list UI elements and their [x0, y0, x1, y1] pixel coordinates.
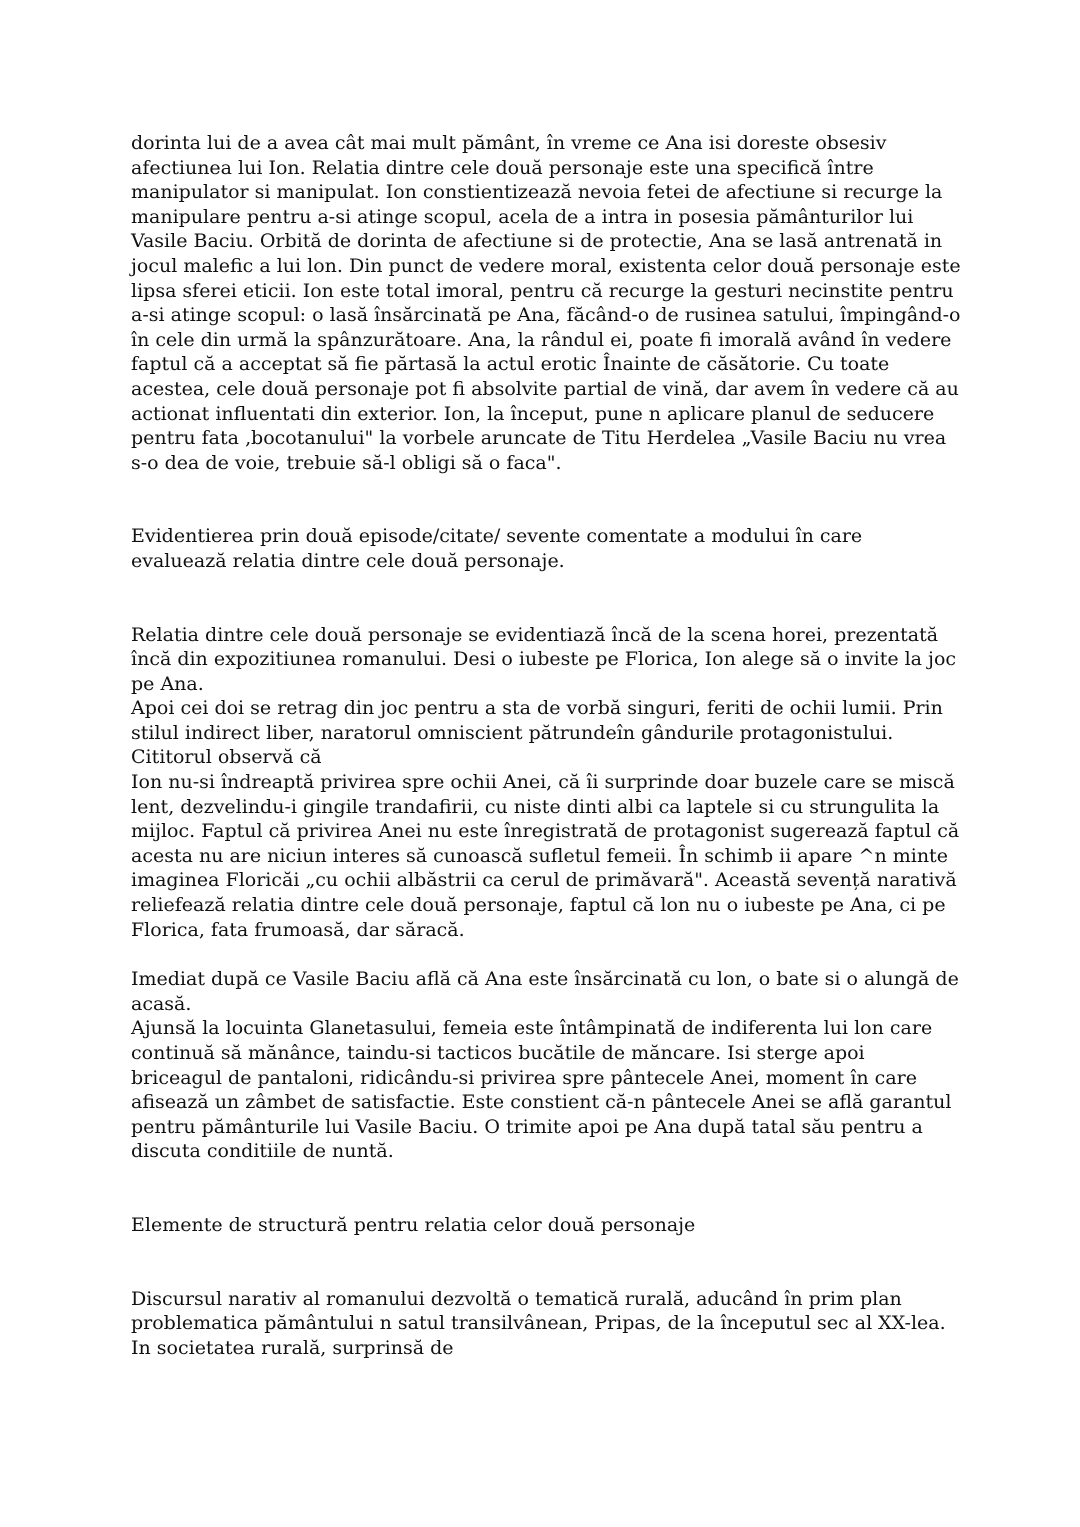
document-page	[131, 131, 961, 1360]
paragraph-line: Ajunsă la locuinta Glanetasului, femeia este întâmpinată de indiferenta lui lon care continuă să mănânce, taindu-si tacticos bucătile de măncare. Isi sterge apoi briceagul de pantaloni, ridicându-si privirea spre pântecele Anei, moment în care afisează un zâmbet de satisfactie. Este constient că-n pântecele Anei se află garantul pentru pământurile lui Vasile Baciu. O trimite apoi pe Ana după tatal său pentru a discuta conditiile de nuntă.	[131, 1017, 952, 1163]
section-heading-structure	[131, 1213, 961, 1238]
paragraph-line: Apoi cei doi se retrag din joc pentru a sta de vorbă singuri, feriti de ochii lumii. Prin stilul indirect liber, naratorul omniscient pătrundeîn gândurile protagonistului. Cititorul observă că	[131, 697, 943, 769]
heading-text: Evidentierea prin două episode/citate/ sevente comentate a modului în care evaluează relatia dintre cele două personaje.	[131, 525, 863, 572]
spacer	[131, 942, 961, 967]
spacer	[131, 1238, 961, 1287]
section-heading-episodes	[131, 524, 961, 573]
paragraph-moral-analysis	[131, 131, 961, 475]
heading-text: Elemente de structură pentru relatia celor două personaje	[131, 1213, 696, 1236]
paragraph-line: Relatia dintre cele două personaje se evidentiază încă de la scena horei, prezentată încă din expozitiunea romanului. Desi o iubeste pe Florica, Ion alege să o invite la joc pe Ana.	[131, 623, 957, 695]
spacer	[131, 574, 961, 623]
paragraph-text: Discursul narativ al romanului dezvoltă o tematică rurală, aducând în prim plan problematica pământului n satul transilvânean, Pripas, de la începutul sec al XX-lea. In societatea rurală, surprinsă de	[131, 1287, 946, 1359]
paragraph-narrative-discourse	[131, 1287, 961, 1361]
paragraph-line: Ion nu-si îndreaptă privirea spre ochii Anei, că îi surprinde doar buzele care se miscă lent, dezvelindu-i gingile trandafirii, cu niste dinti albi ca laptele si cu strungulita la mijloc. Faptul că privirea Anei nu este înregistrată de protagonist sugerează faptul că acesta nu are niciun interes să cunoască sufletul femeii. În schimb ii apare ^n minte imaginea Floricăi „cu ochii albăstrii ca cerul de primăvară". Această sevență narativă reliefează relatia dintre cele două personaje, faptul că lon nu o iubeste pe Ana, ci pe Florica, fata frumoasă, dar săracă.	[131, 771, 960, 941]
spacer	[131, 1164, 961, 1213]
paragraph-hora-scene	[131, 623, 961, 943]
paragraph-text: dorinta lui de a avea cât mai mult pământ, în vreme ce Ana isi doreste obsesiv afectiunea lui Ion. Relatia dintre cele două personaje este una specifică între manipulator si manipulat. Ion constientizează nevoia fetei de afectiune si recurge la manipulare pentru a-si atinge scopul, acela de a intra in posesia pământurilor lui Vasile Baciu. Orbită de dorinta de afectiune si de protectie, Ana se lasă antrenată in jocul malefic a lui lon. Din punct de vedere moral, existenta celor două personaje este lipsa sferei eticii. Ion este total imoral, pentru că recurge la gesturi necinstite pentru a-si atinge scopul: o lasă însărcinată pe Ana, făcând-o de rusinea satului, împingând-o în cele din urmă la spânzurătoare. Ana, la rândul ei, poate fi imorală având în vedere faptul că a acceptat să fie părtasă la actul erotic Înainte de căsătorie. Cu toate acestea, cele două personaje pot fi absolvite partial de vină, dar avem în vedere că au actionat influentati din exterior. Ion, la început, pune n aplicare planul de seducere pentru fata ‚bocotanului" la vorbele aruncate de Titu Herdelea „Vasile Baciu nu vrea s-o dea de voie, trebuie să-l obligi să o faca".	[131, 132, 961, 474]
paragraph-line: Imediat după ce Vasile Baciu află că Ana este însărcinată cu lon, o bate si o alungă de acasă.	[131, 968, 959, 1015]
spacer	[131, 475, 961, 524]
paragraph-glanetasu-scene	[131, 967, 961, 1164]
